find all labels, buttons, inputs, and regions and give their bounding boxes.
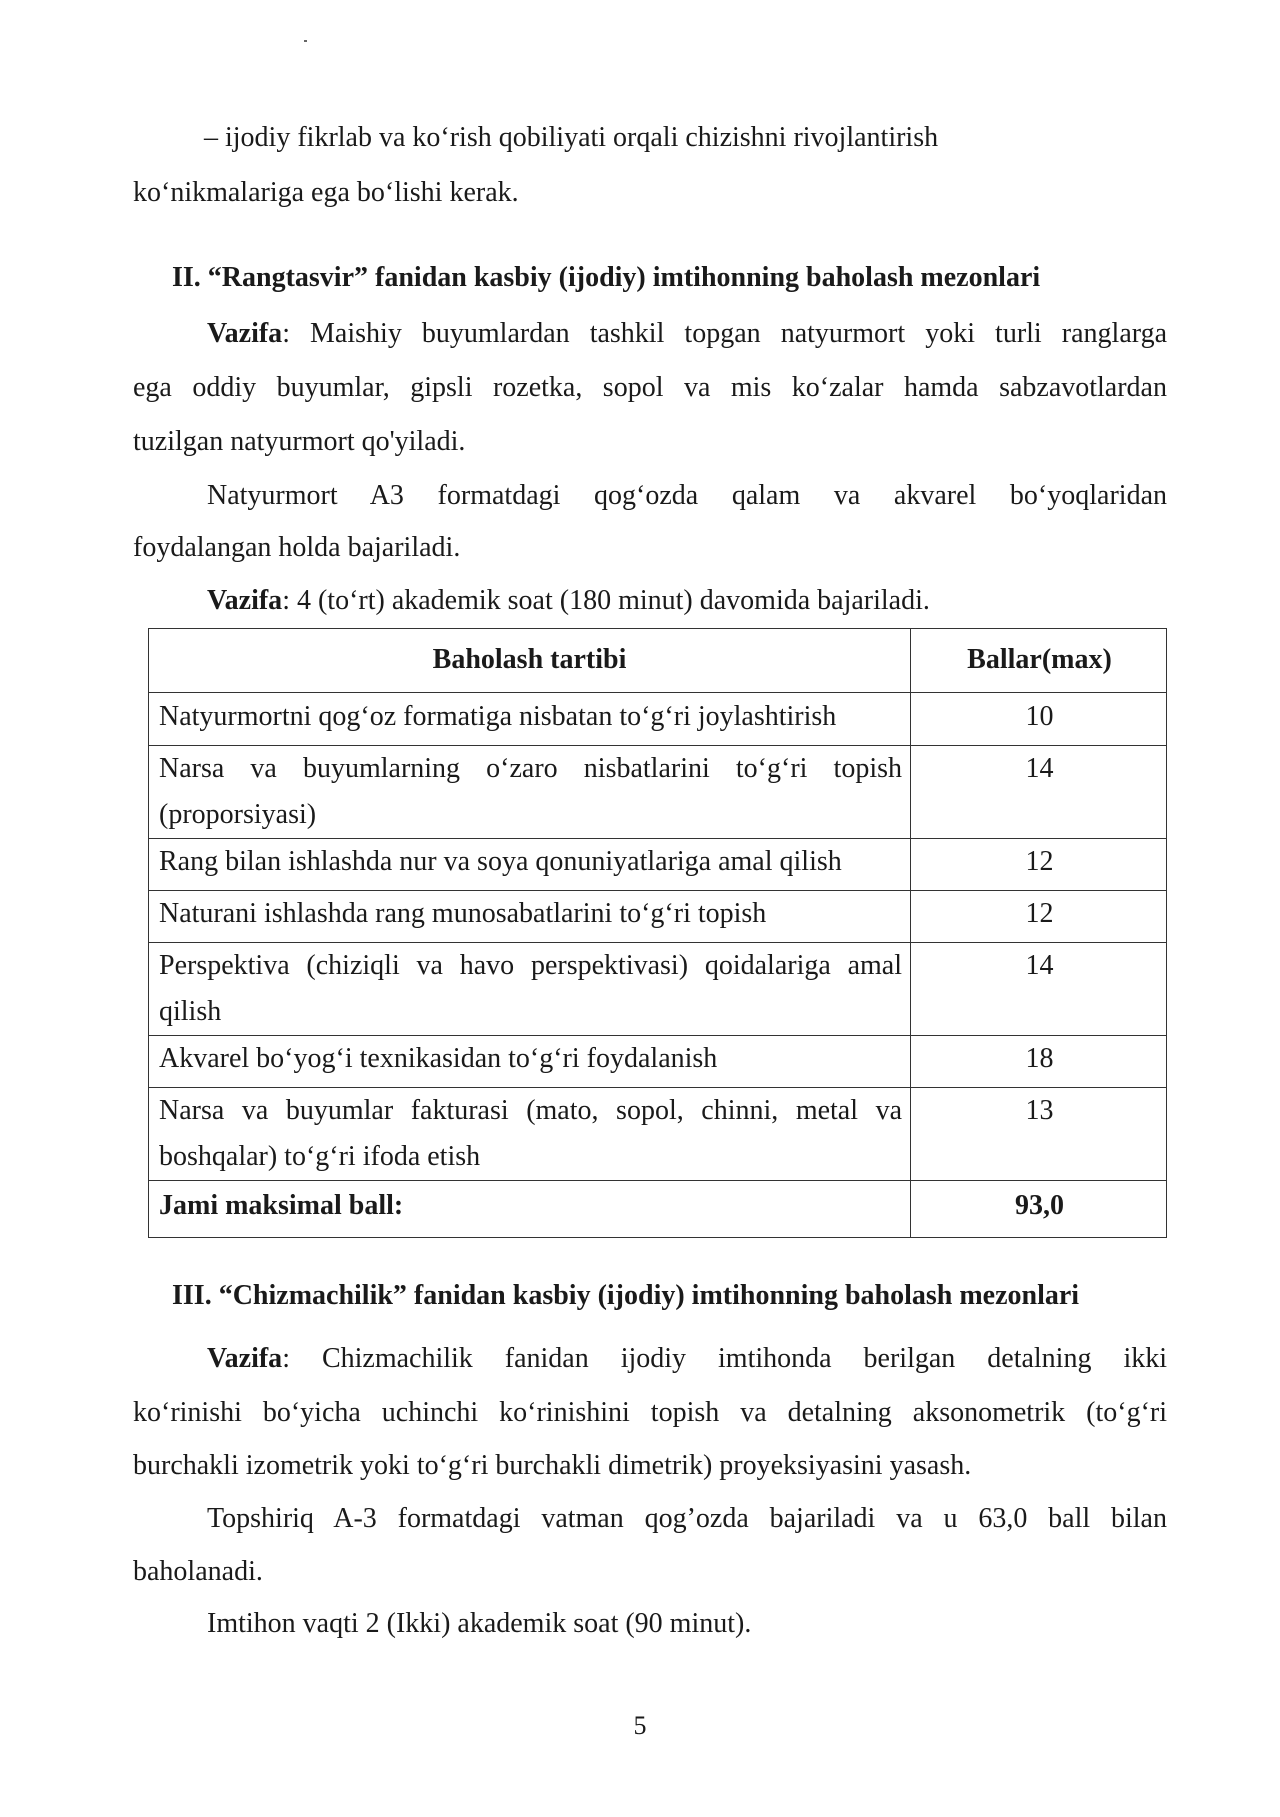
table-row: [149, 839, 1166, 891]
table-row: [149, 891, 1166, 943]
total-value: 93,0: [1015, 1190, 1064, 1221]
points-cell: 12: [1025, 898, 1054, 929]
section-3-task-line-2: ko‘rinishi bo‘yicha uchinchi ko‘rinishini topish va detalning aksonometrik (to‘g‘ri: [133, 1397, 1167, 1428]
task-text: : Chizmachilik fanidan ijodiy imtihonda berilgan detalning ikki: [282, 1343, 1167, 1374]
section-2-para-2-line-1: Natyurmort A3 formatdagi qog‘ozda qalam va akvarel bo‘yoqlaridan: [207, 480, 1167, 511]
section-2-task-line-2: ega oddiy buyumlar, gipsli rozetka, sopol va mis ko‘zalar hamda sabzavotlardan: [133, 372, 1167, 403]
criterion-cell: Natyurmortni qog‘oz formatiga nisbatan to‘g‘ri joylashtirish: [159, 701, 837, 732]
task-label: Vazifa: [207, 1343, 283, 1374]
page-number: 5: [633, 1711, 647, 1740]
section-2-heading: II. “Rangtasvir” fanidan kasbiy (ijodiy) imtihonning baholash mezonlari: [172, 262, 1041, 293]
table-row: [149, 1036, 1166, 1088]
total-label: Jami maksimal ball:: [159, 1190, 404, 1221]
points-cell: 10: [1025, 701, 1054, 732]
intro-line-2: ko‘nikmalariga ega bo‘lishi kerak.: [133, 177, 519, 208]
section-3-para-2-line-2: baholanadi.: [133, 1556, 263, 1587]
scan-speck: [304, 40, 307, 42]
section-3-para-2-line-1: Topshiriq A-3 formatdagi vatman qog’ozda bajariladi va u 63,0 ball bilan: [207, 1503, 1167, 1534]
intro-line-1: – ijodiy fikrlab va ko‘rish qobiliyati orqali chizishni rivojlantirish: [204, 122, 939, 153]
points-cell: 12: [1025, 846, 1054, 877]
table-row: [149, 693, 1166, 746]
section-3-heading: III. “Chizmachilik” fanidan kasbiy (ijodiy) imtihonning baholash mezonlari: [172, 1280, 1080, 1311]
task-text: : Maishiy buyumlardan tashkil topgan natyurmort yoki turli ranglarga: [282, 318, 1167, 349]
criteria-table: [148, 628, 1167, 1238]
section-3-task-line-3: burchakli izometrik yoki to‘g‘ri burchakli dimetrik) proyeksiyasini yasash.: [133, 1450, 972, 1481]
points-cell: 18: [1025, 1043, 1054, 1074]
header-points: Ballar(max): [967, 644, 1112, 675]
criterion-cell: Akvarel bo‘yog‘i texnikasidan to‘g‘ri foydalanish: [159, 1043, 718, 1074]
criterion-cell: Rang bilan ishlashda nur va soya qonuniyatlariga amal qilish: [159, 846, 842, 877]
table-row: [149, 746, 1166, 839]
task-label: Vazifa: [207, 318, 283, 349]
points-cell: 13: [1025, 1095, 1054, 1126]
task-text: : 4 (to‘rt) akademik soat (180 minut) davomida bajariladi.: [282, 585, 930, 616]
task-label: Vazifa: [207, 585, 283, 616]
table-header-row: [149, 629, 1166, 693]
table-total-row: [149, 1181, 1166, 1236]
table-row: [149, 943, 1166, 1036]
section-3-task-line-1: [207, 1333, 1167, 1385]
criterion-cell: Perspektiva (chiziqli va havo perspektivasi) qoidalariga amal qilish: [159, 950, 902, 1027]
section-2-task-line-1: [207, 308, 1167, 360]
section-2-task-line-3: tuzilgan natyurmort qo'yiladi.: [133, 426, 466, 457]
criterion-cell: Narsa va buyumlar fakturasi (mato, sopol, chinni, metal va boshqalar) to‘g‘ri ifoda etish: [159, 1095, 902, 1172]
table-row: [149, 1088, 1166, 1181]
criterion-cell: Narsa va buyumlarning o‘zaro nisbatlarini to‘g‘ri topish (proporsiyasi): [159, 753, 902, 830]
header-criterion: Baholash tartibi: [432, 644, 627, 675]
criterion-cell: Naturani ishlashda rang munosabatlarini to‘g‘ri topish: [159, 898, 767, 929]
section-2-task-2: [207, 575, 930, 627]
points-cell: 14: [1025, 753, 1054, 784]
section-2-para-2-line-2: foydalangan holda bajariladi.: [133, 532, 461, 563]
section-3-para-3: Imtihon vaqti 2 (Ikki) akademik soat (90 minut).: [207, 1608, 752, 1639]
points-cell: 14: [1025, 950, 1054, 981]
